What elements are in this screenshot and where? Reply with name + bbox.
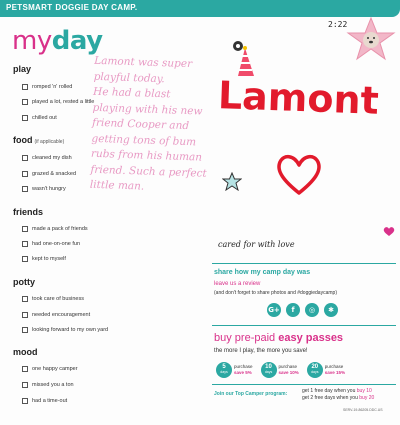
offer-when: when you (332, 388, 357, 394)
handwritten-corner-note: 2:22 (328, 20, 348, 29)
checkbox-label: romped 'n' rolled (32, 84, 73, 90)
note-line: little man. (89, 178, 145, 193)
buy-subtitle: the more I play, the more you save! (214, 348, 308, 354)
checkbox-row[interactable] (22, 294, 84, 304)
share-note: (and don't forget to share photos and #doggiedaycamp) (214, 290, 337, 296)
checkbox-label: missed you a ton (32, 382, 74, 388)
note-line: friend Cooper and (91, 116, 190, 133)
checkbox-row[interactable] (22, 239, 80, 249)
section-heading-potty: potty (13, 277, 35, 287)
checkbox[interactable] (22, 115, 28, 121)
pass-option (261, 362, 299, 378)
checkbox-row[interactable] (22, 396, 67, 406)
divider (212, 263, 396, 264)
star-sticker-icon (346, 16, 396, 62)
section-heading-play: play (13, 64, 32, 74)
cared-for-text: cared for with love (218, 240, 295, 249)
offer-buy: buy 20 (359, 395, 375, 401)
note-line: getting tons of bum (91, 132, 197, 148)
pass-days: 5 (222, 364, 226, 370)
checkbox-label: made a pack of friends (32, 226, 88, 232)
offer-free: get 1 free day (302, 388, 333, 394)
pass-option (307, 362, 345, 378)
divider (212, 384, 396, 385)
checkbox[interactable] (22, 99, 28, 105)
buy-passes-title (214, 332, 343, 344)
facebook-icon[interactable]: f (286, 303, 300, 317)
checkbox-label: one happy camper (32, 366, 78, 372)
checkbox-row[interactable] (22, 153, 72, 163)
title-my: my (12, 26, 52, 56)
social-icons (267, 303, 338, 317)
food-heading-note: (if applicable) (34, 139, 65, 145)
checkbox[interactable] (22, 155, 28, 161)
checkbox-row[interactable] (22, 97, 94, 107)
note-line: playing with his new (92, 101, 203, 118)
pink-heart-icon (383, 226, 395, 237)
checkbox[interactable] (22, 241, 28, 247)
checkbox[interactable] (22, 366, 28, 372)
section-heading-friends: friends (13, 207, 44, 217)
checkbox[interactable] (22, 226, 28, 232)
pass-save: save 10% (278, 370, 299, 375)
checkbox-row[interactable] (22, 380, 74, 390)
checkbox-row[interactable] (22, 82, 72, 92)
checkbox-label: chilled out (32, 115, 57, 121)
brand-name: PETSMART (6, 3, 53, 12)
pass-label: purchase (234, 364, 253, 369)
checkbox-row[interactable] (22, 325, 108, 335)
pass-label: purchase (278, 364, 298, 369)
header-subtitle: DOGGIE DAY CAMP. (55, 3, 138, 12)
checkbox-label: cleaned my dish (32, 155, 72, 161)
pass-badge (307, 362, 323, 378)
pass-options (216, 362, 345, 378)
pass-days: 10 (265, 364, 272, 370)
checkbox-label: took care of business (32, 296, 84, 302)
dog-name: Lamont (217, 73, 380, 123)
note-line: Lamont was super (94, 54, 193, 71)
checkbox[interactable] (22, 398, 28, 404)
offer-line-1 (302, 388, 374, 395)
checkbox-label: played a lot, rested a little (32, 99, 95, 105)
pass-text (234, 364, 253, 376)
section-heading-mood: mood (13, 347, 38, 357)
checkbox-label: had one-on-one fun (32, 241, 81, 247)
offer-line-2 (302, 395, 374, 402)
page-title (12, 26, 103, 56)
checkbox-row[interactable] (22, 169, 76, 179)
checkbox-label: wasn't hungry (32, 186, 66, 192)
top-camper-label: Join our Top Camper program: (214, 391, 288, 397)
google-plus-icon[interactable]: G+ (267, 303, 281, 317)
checkbox-label: grazed & snacked (32, 171, 77, 177)
pass-unit: days (264, 370, 273, 374)
header-bar (0, 0, 400, 17)
serv-code: SERV-19-86205.DDC.US (343, 408, 383, 412)
pass-save: save 15% (324, 370, 346, 375)
note-line: He had a blast (92, 85, 171, 101)
checkbox-row[interactable] (22, 113, 57, 123)
instagram-icon[interactable]: ◎ (305, 303, 319, 317)
section-heading-food (13, 135, 64, 145)
drawn-heart-icon (274, 151, 324, 196)
blue-star-icon (222, 172, 242, 191)
food-heading-text: food (13, 135, 33, 145)
pass-text (279, 364, 299, 376)
checkbox-label: looking forward to my own yard (32, 327, 109, 333)
checkbox[interactable] (22, 84, 28, 90)
checkbox-row[interactable] (22, 184, 66, 194)
pass-option (216, 362, 253, 378)
buy-title-light: buy pre-paid (214, 332, 276, 344)
checkbox-label: needed encouragement (32, 312, 91, 318)
checkbox[interactable] (22, 382, 28, 388)
note-line: friend. Such a perfect (90, 163, 207, 180)
checkbox[interactable] (22, 327, 28, 333)
offer-free: get 2 free days (302, 395, 336, 401)
note-line: rubs from his human (90, 147, 203, 164)
buy-title-bold: easy passes (278, 332, 344, 344)
checkbox-row[interactable] (22, 310, 90, 320)
pass-badge (216, 362, 232, 378)
checkbox-row[interactable] (22, 364, 78, 374)
pass-unit: days (311, 370, 319, 374)
title-day: day (51, 26, 103, 56)
checkbox-row[interactable] (22, 254, 66, 264)
checkbox[interactable] (22, 296, 28, 302)
free-days-offers (302, 388, 374, 402)
checkbox-label: had a time-out (32, 398, 68, 404)
checkbox-row[interactable] (22, 224, 88, 234)
pass-label: purchase (324, 364, 344, 369)
checkbox[interactable] (22, 256, 28, 262)
header-title (6, 3, 137, 12)
pass-text (325, 364, 345, 376)
pass-save: save 5% (234, 370, 252, 375)
pass-badge (261, 362, 277, 378)
offer-when: when you (335, 395, 360, 401)
checkbox[interactable] (22, 171, 28, 177)
handwritten-note (90, 54, 225, 198)
checkbox-label: kept to myself (32, 256, 66, 262)
checkbox[interactable] (22, 312, 28, 318)
pass-days: 20 (311, 364, 319, 370)
offer-buy: buy 10 (356, 388, 372, 394)
share-title: share how my camp day was (214, 269, 311, 276)
divider (212, 325, 396, 326)
note-line: playful today. (93, 70, 165, 85)
pass-unit: days (220, 370, 228, 374)
review-link[interactable]: leave us a review (214, 281, 261, 287)
yelp-icon[interactable]: ✱ (324, 303, 338, 317)
checkbox[interactable] (22, 186, 28, 192)
